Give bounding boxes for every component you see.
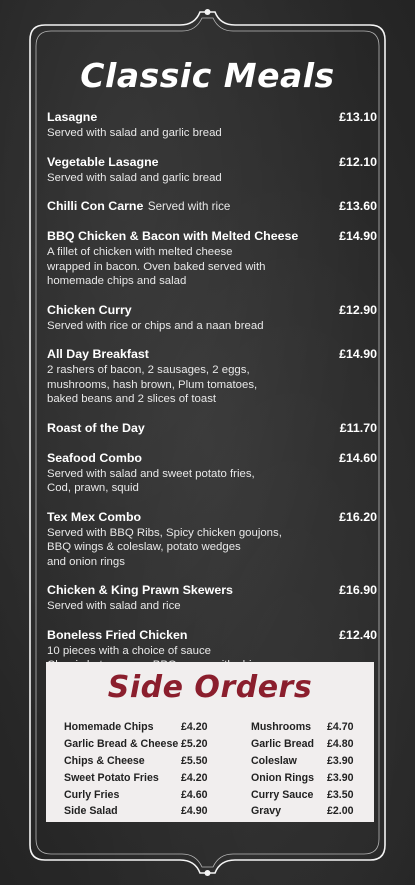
- side-order-price: £3.50: [327, 788, 354, 801]
- menu-item-name: Seafood Combo: [47, 450, 142, 465]
- side-order-name: Gravy: [251, 805, 282, 818]
- menu-item-description: Served with rice or chips and a naan bread: [47, 319, 264, 332]
- side-order-row: [64, 719, 208, 736]
- menu-item-description: 10 pieces with a choice of sauce: [47, 644, 211, 657]
- menu-item-price: £14.60: [339, 450, 377, 465]
- menu-item-name: Chicken Curry: [47, 302, 132, 317]
- menu-item-price: £13.60: [339, 199, 377, 213]
- side-order-name: Chips & Cheese: [64, 754, 145, 767]
- side-order-name: Side Salad: [64, 805, 118, 818]
- menu-item-header: [47, 301, 377, 319]
- menu-item-name: Boneless Fried Chicken: [47, 627, 188, 642]
- side-order-row: [64, 736, 208, 753]
- side-order-price: £2.00: [327, 805, 354, 818]
- side-order-row: [251, 803, 354, 820]
- menu-item-header: [47, 197, 377, 215]
- menu-item-name: All Day Breakfast: [47, 347, 149, 361]
- menu-item-price: £13.10: [339, 110, 377, 124]
- side-order-price: £4.80: [327, 738, 354, 751]
- menu-item-name: Lasagne: [47, 110, 98, 124]
- menu-item-inline-description: Served with rice: [147, 200, 231, 213]
- menu-item-description: A fillet of chicken with melted cheese wrapped in bacon. Oven baked served with homemade chips and salad: [47, 246, 266, 287]
- menu-item-description: Served with BBQ Ribs, Spicy chicken goujons, BBQ wings & coleslaw, potato wedges and onion rings: [47, 526, 282, 568]
- menu-item-header: [47, 153, 377, 171]
- menu-item-name: BBQ Chicken & Bacon with Melted Cheese: [47, 229, 299, 243]
- side-order-price: £4.70: [327, 721, 354, 734]
- side-order-name: Coleslaw: [251, 754, 297, 767]
- menu-item: [47, 197, 377, 215]
- menu-item: [47, 301, 377, 334]
- menu-item: [47, 153, 377, 186]
- side-order-name: Homemade Chips: [64, 721, 154, 734]
- menu-item-description: Served with salad and rice: [47, 600, 181, 612]
- side-order-price: £4.60: [181, 788, 208, 801]
- menu-item-name: Vegetable Lasagne: [47, 154, 159, 169]
- menu-item-price: £11.70: [339, 420, 377, 435]
- side-order-price: £4.20: [181, 771, 208, 784]
- menu-item-price: £12.40: [339, 627, 377, 642]
- side-order-price: £5.50: [181, 754, 208, 767]
- menu-item-header: [47, 227, 377, 245]
- side-order-price: £5.20: [181, 738, 208, 751]
- menu-item-header: [47, 626, 377, 644]
- menu-item-description: Served with salad and garlic bread: [47, 127, 222, 139]
- side-order-name: Garlic Bread: [251, 738, 315, 751]
- side-orders-panel: [46, 662, 374, 822]
- side-order-row: [251, 719, 354, 736]
- side-order-name: Curry Sauce: [251, 788, 314, 801]
- side-order-price: £4.90: [181, 805, 208, 818]
- menu-item: [47, 227, 377, 289]
- side-orders-title: Side Orders: [107, 670, 313, 705]
- menu-item: [47, 108, 377, 141]
- menu-item: [47, 345, 377, 407]
- menu-item-price: £14.90: [339, 347, 377, 361]
- menu-item-price: £16.90: [339, 583, 377, 597]
- menu-item-header: [47, 108, 377, 126]
- menu-item: [47, 449, 377, 496]
- side-order-row: [251, 753, 354, 770]
- side-order-name: Mushrooms: [251, 721, 312, 734]
- side-order-name: Curly Fries: [64, 788, 120, 801]
- side-orders-right-column: [251, 719, 354, 820]
- menu-item-description: Served with salad and sweet potato fries, Cod, prawn, squid: [47, 467, 255, 494]
- side-order-row: [64, 786, 208, 803]
- menu-item-header: [47, 419, 377, 437]
- menu-item-price: £12.90: [339, 302, 377, 317]
- side-order-name: Garlic Bread & Cheese: [64, 738, 179, 751]
- side-order-row: [251, 736, 354, 753]
- meal-list: [47, 108, 377, 699]
- menu-item-name: Tex Mex Combo: [47, 509, 142, 524]
- menu-item-header: [47, 581, 377, 599]
- side-order-row: [64, 769, 208, 786]
- menu-item-price: £12.10: [339, 154, 377, 169]
- side-order-row: [64, 753, 208, 770]
- side-order-price: £3.90: [327, 754, 354, 767]
- menu-item-price: £16.20: [339, 509, 377, 524]
- side-order-row: [251, 769, 354, 786]
- side-order-row: [251, 786, 354, 803]
- side-order-price: £4.20: [181, 721, 208, 734]
- menu-item-header: [47, 508, 377, 526]
- menu-item: [47, 508, 377, 570]
- side-order-price: £3.90: [327, 771, 354, 784]
- menu-item-name: Roast of the Day: [47, 420, 145, 435]
- side-order-name: Sweet Potato Fries: [64, 771, 159, 784]
- menu-item: [47, 419, 377, 437]
- page-title: Classic Meals: [80, 56, 335, 95]
- side-order-name: Onion Rings: [251, 771, 314, 784]
- menu-item-name: Chilli Con Carne: [47, 199, 144, 213]
- menu-item-header: [47, 345, 377, 363]
- menu-item-price: £14.90: [339, 229, 377, 243]
- side-order-row: [64, 803, 208, 820]
- side-orders-left-column: [64, 719, 208, 820]
- menu-item: [47, 581, 377, 614]
- menu-item-description: Served with salad and garlic bread: [47, 171, 222, 184]
- menu-item-description: 2 rashers of bacon, 2 sausages, 2 eggs, mushrooms, hash brown, Plum tomatoes, baked beans and 2 slices of toast: [47, 364, 258, 405]
- menu-item-header: [47, 449, 377, 467]
- menu-item-name: Chicken & King Prawn Skewers: [47, 583, 233, 597]
